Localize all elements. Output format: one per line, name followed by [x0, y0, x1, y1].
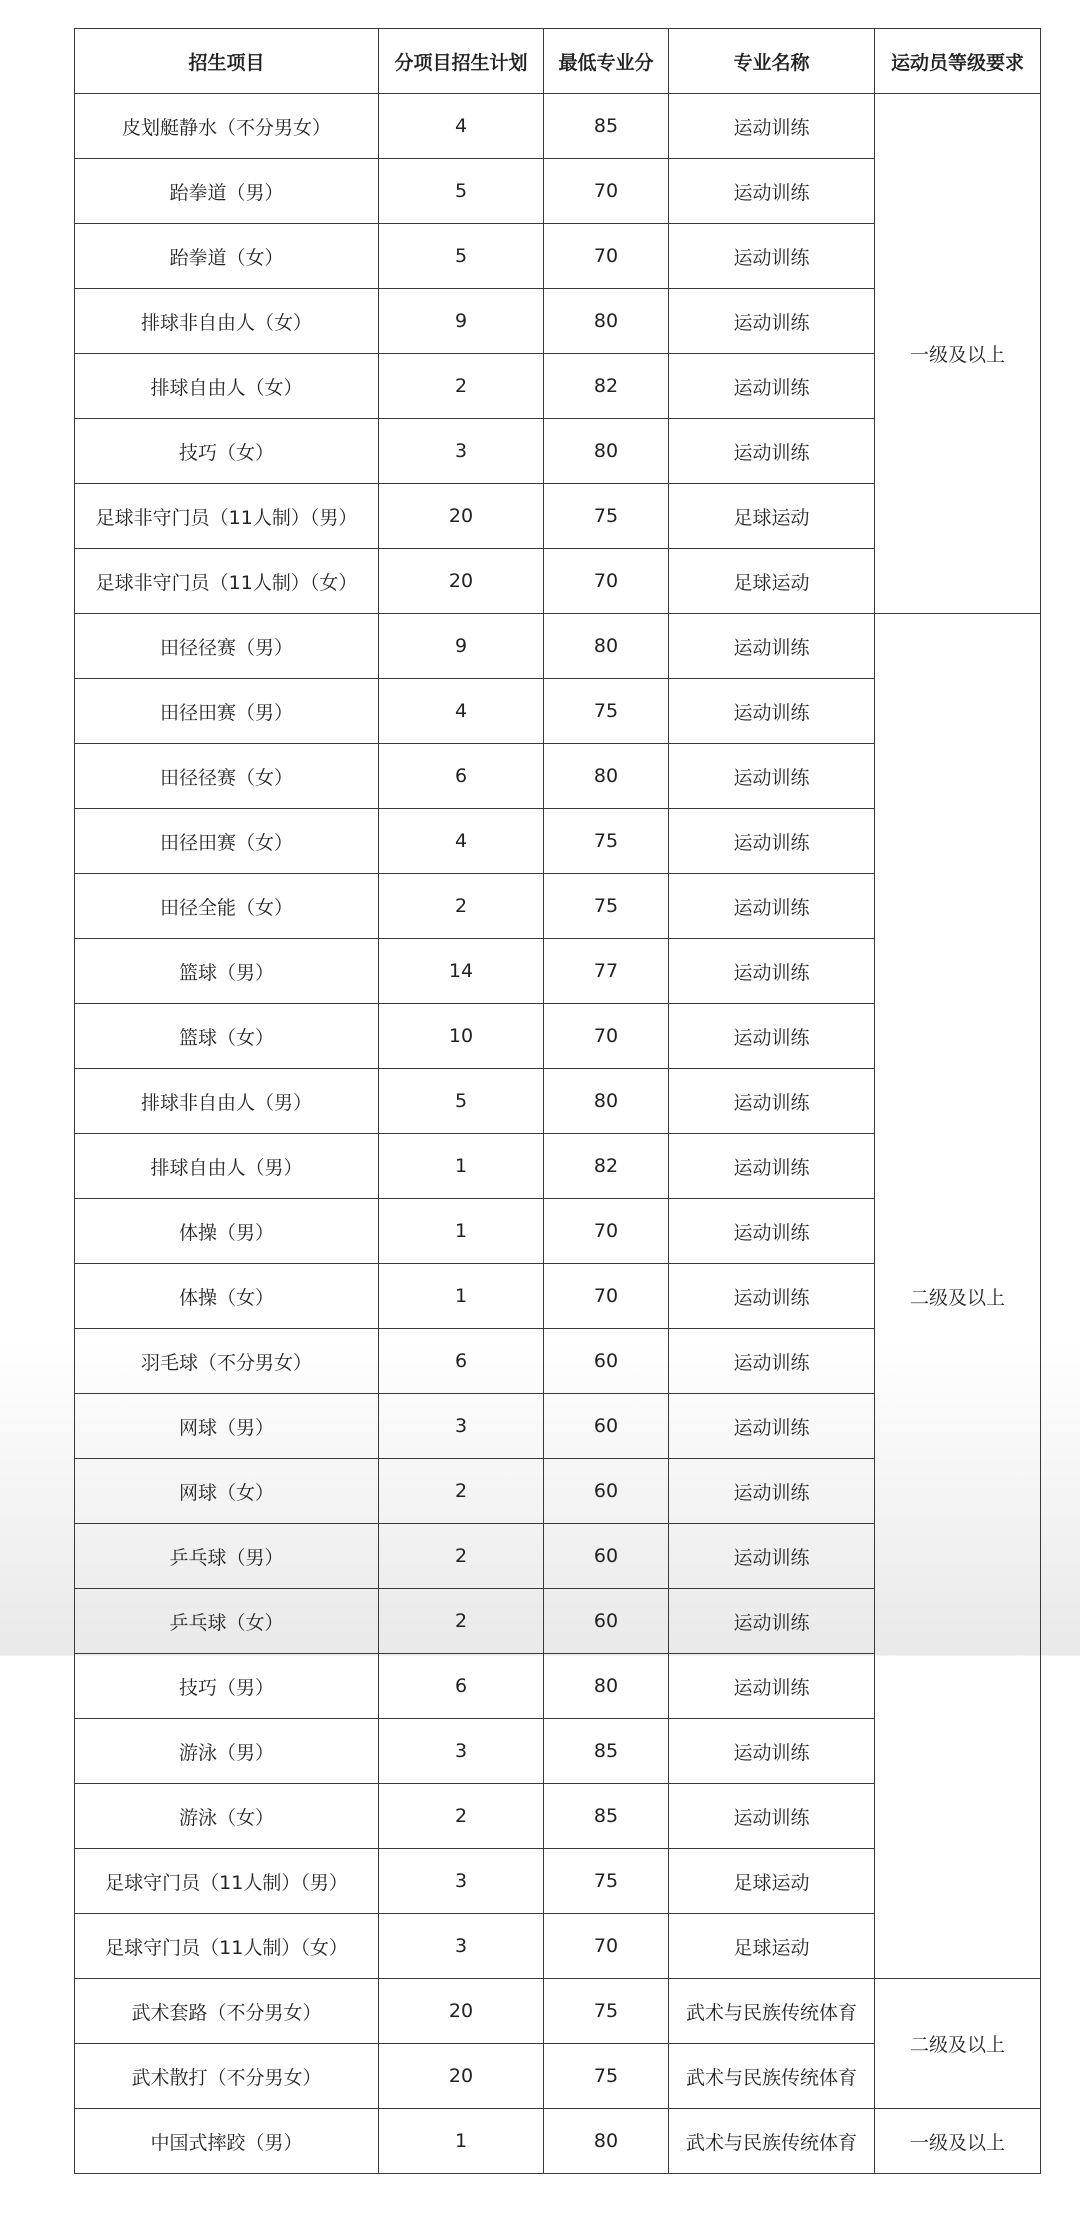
min-score-cell: 75	[544, 874, 669, 939]
plan-cell: 14	[379, 939, 544, 1004]
min-score-cell: 85	[544, 1719, 669, 1784]
major-cell: 运动训练	[669, 744, 875, 809]
header-project: 招生项目	[75, 29, 379, 94]
athlete-level-cell: 二级及以上	[875, 614, 1041, 1979]
athlete-level-cell: 一级及以上	[875, 2109, 1041, 2174]
plan-cell: 6	[379, 744, 544, 809]
min-score-cell: 80	[544, 1654, 669, 1719]
min-score-cell: 60	[544, 1589, 669, 1654]
project-cell: 体操（女）	[75, 1264, 379, 1329]
major-cell: 运动训练	[669, 1004, 875, 1069]
plan-cell: 10	[379, 1004, 544, 1069]
min-score-cell: 80	[544, 614, 669, 679]
plan-cell: 4	[379, 94, 544, 159]
min-score-cell: 60	[544, 1524, 669, 1589]
table-row	[75, 614, 1041, 679]
plan-cell: 20	[379, 549, 544, 614]
major-cell: 运动训练	[669, 1654, 875, 1719]
project-cell: 排球自由人（男）	[75, 1134, 379, 1199]
plan-cell: 2	[379, 1784, 544, 1849]
min-score-cell: 80	[544, 289, 669, 354]
plan-cell: 3	[379, 1719, 544, 1784]
plan-cell: 20	[379, 2044, 544, 2109]
min-score-cell: 75	[544, 809, 669, 874]
plan-cell: 2	[379, 874, 544, 939]
project-cell: 足球守门员（11人制）（男）	[75, 1849, 379, 1914]
major-cell: 武术与民族传统体育	[669, 2109, 875, 2174]
plan-cell: 4	[379, 809, 544, 874]
major-cell: 运动训练	[669, 224, 875, 289]
major-cell: 运动训练	[669, 939, 875, 1004]
header-min-score: 最低专业分	[544, 29, 669, 94]
plan-cell: 4	[379, 679, 544, 744]
min-score-cell: 80	[544, 419, 669, 484]
project-cell: 篮球（男）	[75, 939, 379, 1004]
major-cell: 运动训练	[669, 1524, 875, 1589]
min-score-cell: 70	[544, 549, 669, 614]
major-cell: 运动训练	[669, 1394, 875, 1459]
admissions-table	[74, 28, 1041, 2174]
min-score-cell: 85	[544, 94, 669, 159]
major-cell: 运动训练	[669, 1199, 875, 1264]
major-cell: 运动训练	[669, 1069, 875, 1134]
plan-cell: 1	[379, 2109, 544, 2174]
project-cell: 技巧（男）	[75, 1654, 379, 1719]
plan-cell: 5	[379, 224, 544, 289]
major-cell: 运动训练	[669, 1264, 875, 1329]
major-cell: 运动训练	[669, 289, 875, 354]
project-cell: 游泳（男）	[75, 1719, 379, 1784]
header-major: 专业名称	[669, 29, 875, 94]
min-score-cell: 75	[544, 1849, 669, 1914]
athlete-level-cell: 一级及以上	[875, 94, 1041, 614]
plan-cell: 5	[379, 1069, 544, 1134]
plan-cell: 5	[379, 159, 544, 224]
project-cell: 乒乓球（女）	[75, 1589, 379, 1654]
min-score-cell: 70	[544, 1199, 669, 1264]
table-row	[75, 2109, 1041, 2174]
project-cell: 技巧（女）	[75, 419, 379, 484]
major-cell: 运动训练	[669, 1329, 875, 1394]
plan-cell: 3	[379, 1849, 544, 1914]
min-score-cell: 70	[544, 1004, 669, 1069]
project-cell: 武术套路（不分男女）	[75, 1979, 379, 2044]
min-score-cell: 75	[544, 484, 669, 549]
project-cell: 田径径赛（女）	[75, 744, 379, 809]
table-header-row	[75, 29, 1041, 94]
athlete-level-cell: 二级及以上	[875, 1979, 1041, 2109]
project-cell: 足球守门员（11人制）（女）	[75, 1914, 379, 1979]
min-score-cell: 60	[544, 1459, 669, 1524]
major-cell: 运动训练	[669, 809, 875, 874]
plan-cell: 3	[379, 1394, 544, 1459]
major-cell: 运动训练	[669, 94, 875, 159]
min-score-cell: 60	[544, 1329, 669, 1394]
project-cell: 皮划艇静水（不分男女）	[75, 94, 379, 159]
plan-cell: 3	[379, 419, 544, 484]
min-score-cell: 75	[544, 2044, 669, 2109]
min-score-cell: 85	[544, 1784, 669, 1849]
project-cell: 武术散打（不分男女）	[75, 2044, 379, 2109]
plan-cell: 2	[379, 1524, 544, 1589]
project-cell: 排球自由人（女）	[75, 354, 379, 419]
project-cell: 篮球（女）	[75, 1004, 379, 1069]
major-cell: 运动训练	[669, 1719, 875, 1784]
major-cell: 运动训练	[669, 1459, 875, 1524]
project-cell: 排球非自由人（女）	[75, 289, 379, 354]
plan-cell: 9	[379, 614, 544, 679]
min-score-cell: 60	[544, 1394, 669, 1459]
major-cell: 运动训练	[669, 874, 875, 939]
project-cell: 排球非自由人（男）	[75, 1069, 379, 1134]
major-cell: 武术与民族传统体育	[669, 2044, 875, 2109]
project-cell: 足球非守门员（11人制）（女）	[75, 549, 379, 614]
min-score-cell: 70	[544, 1914, 669, 1979]
project-cell: 游泳（女）	[75, 1784, 379, 1849]
project-cell: 网球（男）	[75, 1394, 379, 1459]
plan-cell: 6	[379, 1329, 544, 1394]
major-cell: 足球运动	[669, 549, 875, 614]
plan-cell: 1	[379, 1264, 544, 1329]
min-score-cell: 77	[544, 939, 669, 1004]
project-cell: 乒乓球（男）	[75, 1524, 379, 1589]
project-cell: 网球（女）	[75, 1459, 379, 1524]
table-row	[75, 94, 1041, 159]
header-athlete-level: 运动员等级要求	[875, 29, 1041, 94]
major-cell: 足球运动	[669, 1849, 875, 1914]
plan-cell: 6	[379, 1654, 544, 1719]
plan-cell: 1	[379, 1199, 544, 1264]
major-cell: 运动训练	[669, 679, 875, 744]
project-cell: 跆拳道（女）	[75, 224, 379, 289]
plan-cell: 2	[379, 1459, 544, 1524]
major-cell: 运动训练	[669, 1589, 875, 1654]
major-cell: 运动训练	[669, 1784, 875, 1849]
plan-cell: 2	[379, 354, 544, 419]
min-score-cell: 70	[544, 159, 669, 224]
header-plan: 分项目招生计划	[379, 29, 544, 94]
project-cell: 田径全能（女）	[75, 874, 379, 939]
min-score-cell: 82	[544, 1134, 669, 1199]
project-cell: 足球非守门员（11人制）（男）	[75, 484, 379, 549]
major-cell: 足球运动	[669, 1914, 875, 1979]
project-cell: 中国式摔跤（男）	[75, 2109, 379, 2174]
min-score-cell: 75	[544, 679, 669, 744]
plan-cell: 3	[379, 1914, 544, 1979]
project-cell: 田径田赛（男）	[75, 679, 379, 744]
major-cell: 足球运动	[669, 484, 875, 549]
major-cell: 运动训练	[669, 159, 875, 224]
major-cell: 武术与民族传统体育	[669, 1979, 875, 2044]
project-cell: 跆拳道（男）	[75, 159, 379, 224]
min-score-cell: 82	[544, 354, 669, 419]
min-score-cell: 80	[544, 744, 669, 809]
project-cell: 田径径赛（男）	[75, 614, 379, 679]
min-score-cell: 70	[544, 224, 669, 289]
plan-cell: 20	[379, 1979, 544, 2044]
major-cell: 运动训练	[669, 354, 875, 419]
major-cell: 运动训练	[669, 1134, 875, 1199]
plan-cell: 20	[379, 484, 544, 549]
project-cell: 田径田赛（女）	[75, 809, 379, 874]
min-score-cell: 80	[544, 1069, 669, 1134]
plan-cell: 2	[379, 1589, 544, 1654]
min-score-cell: 70	[544, 1264, 669, 1329]
table-row	[75, 1979, 1041, 2044]
major-cell: 运动训练	[669, 419, 875, 484]
major-cell: 运动训练	[669, 614, 875, 679]
plan-cell: 9	[379, 289, 544, 354]
min-score-cell: 75	[544, 1979, 669, 2044]
min-score-cell: 80	[544, 2109, 669, 2174]
project-cell: 羽毛球（不分男女）	[75, 1329, 379, 1394]
project-cell: 体操（男）	[75, 1199, 379, 1264]
plan-cell: 1	[379, 1134, 544, 1199]
